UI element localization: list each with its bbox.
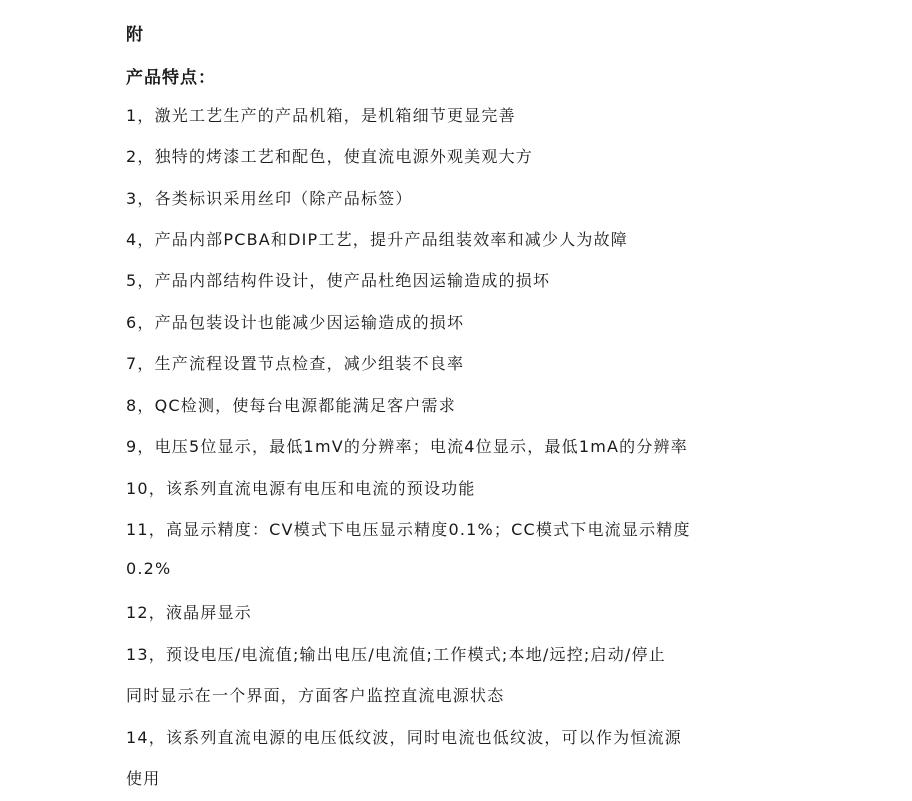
- feature-line-6: 6，产品包装设计也能减少因运输造成的损坏: [126, 313, 465, 332]
- feature-line-5: 5，产品内部结构件设计，使产品杜绝因运输造成的损坏: [126, 271, 551, 290]
- feature-line-1: 1，激光工艺生产的产品机箱，是机箱细节更显完善: [126, 106, 516, 125]
- feature-line-4: 4，产品内部PCBA和DIP工艺，提升产品组装效率和减少人为故障: [126, 230, 629, 249]
- feature-line-13: 13，预设电压/电流值;输出电压/电流值;工作模式;本地/远控;启动/停止: [126, 645, 666, 664]
- top-label: 附: [126, 25, 144, 45]
- feature-line-7: 7，生产流程设置节点检查，减少组装不良率: [126, 354, 465, 373]
- feature-line-10: 10，该系列直流电源有电压和电流的预设功能: [126, 479, 476, 498]
- feature-line-14: 14，该系列直流电源的电压低纹波，同时电流也低纹波，可以作为恒流源: [126, 728, 682, 747]
- feature-line-13-cont: 同时显示在一个界面，方面客户监控直流电源状态: [126, 686, 505, 705]
- feature-line-8: 8，QC检测，使每台电源都能满足客户需求: [126, 396, 456, 415]
- feature-line-11-cont: 0.2%: [126, 559, 172, 578]
- feature-line-12: 12，液晶屏显示: [126, 603, 252, 622]
- feature-line-11: 11，高显示精度：CV模式下电压显示精度0.1%；CC模式下电流显示精度: [126, 520, 691, 539]
- section-title: 产品特点：: [126, 68, 216, 88]
- feature-line-2: 2，独特的烤漆工艺和配色，使直流电源外观美观大方: [126, 147, 533, 166]
- feature-line-9: 9，电压5位显示，最低1mV的分辨率；电流4位显示，最低1mA的分辨率: [126, 437, 688, 456]
- feature-line-3: 3，各类标识采用丝印（除产品标签）: [126, 189, 413, 208]
- feature-line-14-cont: 使用: [126, 769, 161, 788]
